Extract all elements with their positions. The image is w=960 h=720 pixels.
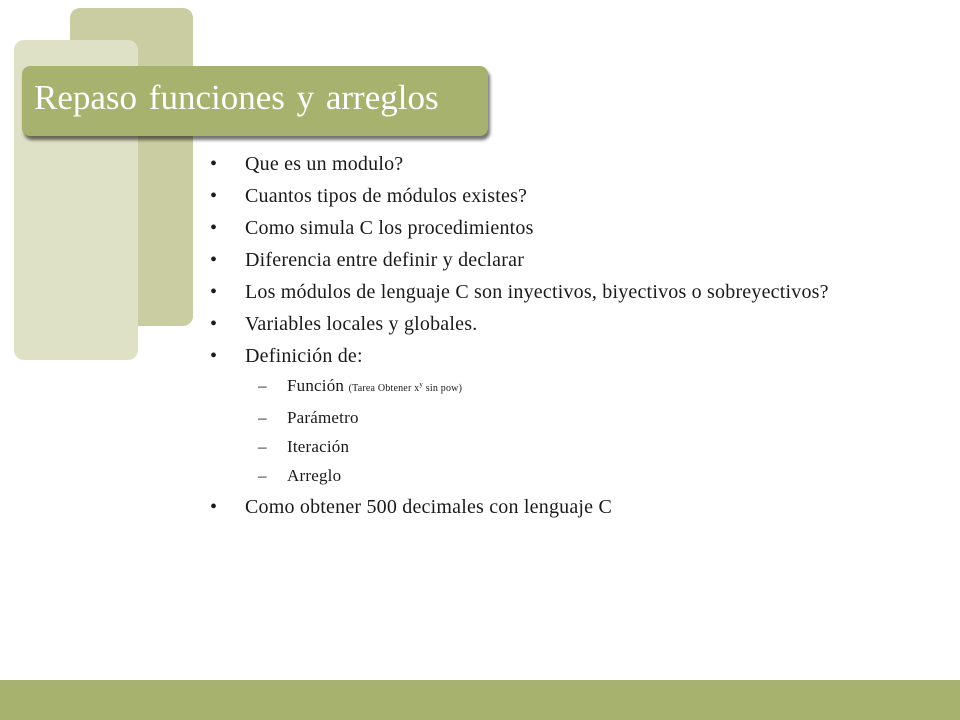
- bullet-item: [210, 344, 850, 368]
- note-close: sin pow): [423, 383, 463, 394]
- bullet-item: [210, 184, 850, 208]
- bottom-band: [0, 680, 960, 720]
- bullet-marker: •: [210, 313, 218, 335]
- bullet-list: [210, 152, 850, 527]
- sub-bullet-item: [258, 408, 850, 428]
- sub-bullet-marker: –: [258, 408, 267, 427]
- sub-bullet-text: Parámetro: [287, 408, 359, 427]
- sub-bullet-note: [348, 380, 463, 394]
- bullet-marker: •: [210, 345, 218, 367]
- bullet-marker: •: [210, 153, 218, 175]
- bullet-marker: •: [210, 249, 218, 271]
- note-open: (Tarea Obtener x: [348, 383, 420, 394]
- bullet-text: Los módulos de lenguaje C son inyectivos, biyectivos o sobreyectivos?: [245, 281, 829, 303]
- sub-bullet-marker: –: [258, 466, 267, 485]
- bullet-text: Como simula C los procedimientos: [245, 217, 534, 239]
- bullet-text: Definición de:: [245, 345, 363, 367]
- sub-bullet-marker: –: [258, 376, 267, 395]
- bullet-item: [210, 312, 850, 336]
- sub-bullet-main: Función: [287, 376, 345, 395]
- bullet-text: Cuantos tipos de módulos existes?: [245, 185, 528, 207]
- bullet-text: Como obtener 500 decimales con lenguaje C: [245, 496, 612, 518]
- sub-bullet-item: [258, 376, 850, 399]
- bullet-text: Diferencia entre definir y declarar: [245, 249, 525, 271]
- bullet-text: Variables locales y globales.: [245, 313, 478, 335]
- bullet-marker: •: [210, 281, 218, 303]
- title-bar: [22, 66, 488, 136]
- bullet-marker: •: [210, 496, 218, 518]
- bullet-item: [210, 495, 850, 519]
- slide-title: Repaso funciones y arreglos: [34, 78, 439, 117]
- sub-bullet-item: [258, 437, 850, 457]
- sub-bullet-text: [287, 376, 462, 399]
- bullet-item: [210, 216, 850, 240]
- sub-bullet-marker: –: [258, 437, 267, 456]
- bullet-item: [210, 152, 850, 176]
- sub-bullet-text: Iteración: [287, 437, 350, 456]
- bullet-marker: •: [210, 217, 218, 239]
- sub-bullet-text: Arreglo: [287, 466, 342, 485]
- sub-bullet-item: [258, 466, 850, 486]
- bullet-item: [210, 248, 850, 272]
- bullet-marker: •: [210, 185, 218, 207]
- bullet-text: Que es un modulo?: [245, 153, 404, 175]
- note-superscript: y: [419, 380, 424, 389]
- bullet-item: [210, 280, 850, 304]
